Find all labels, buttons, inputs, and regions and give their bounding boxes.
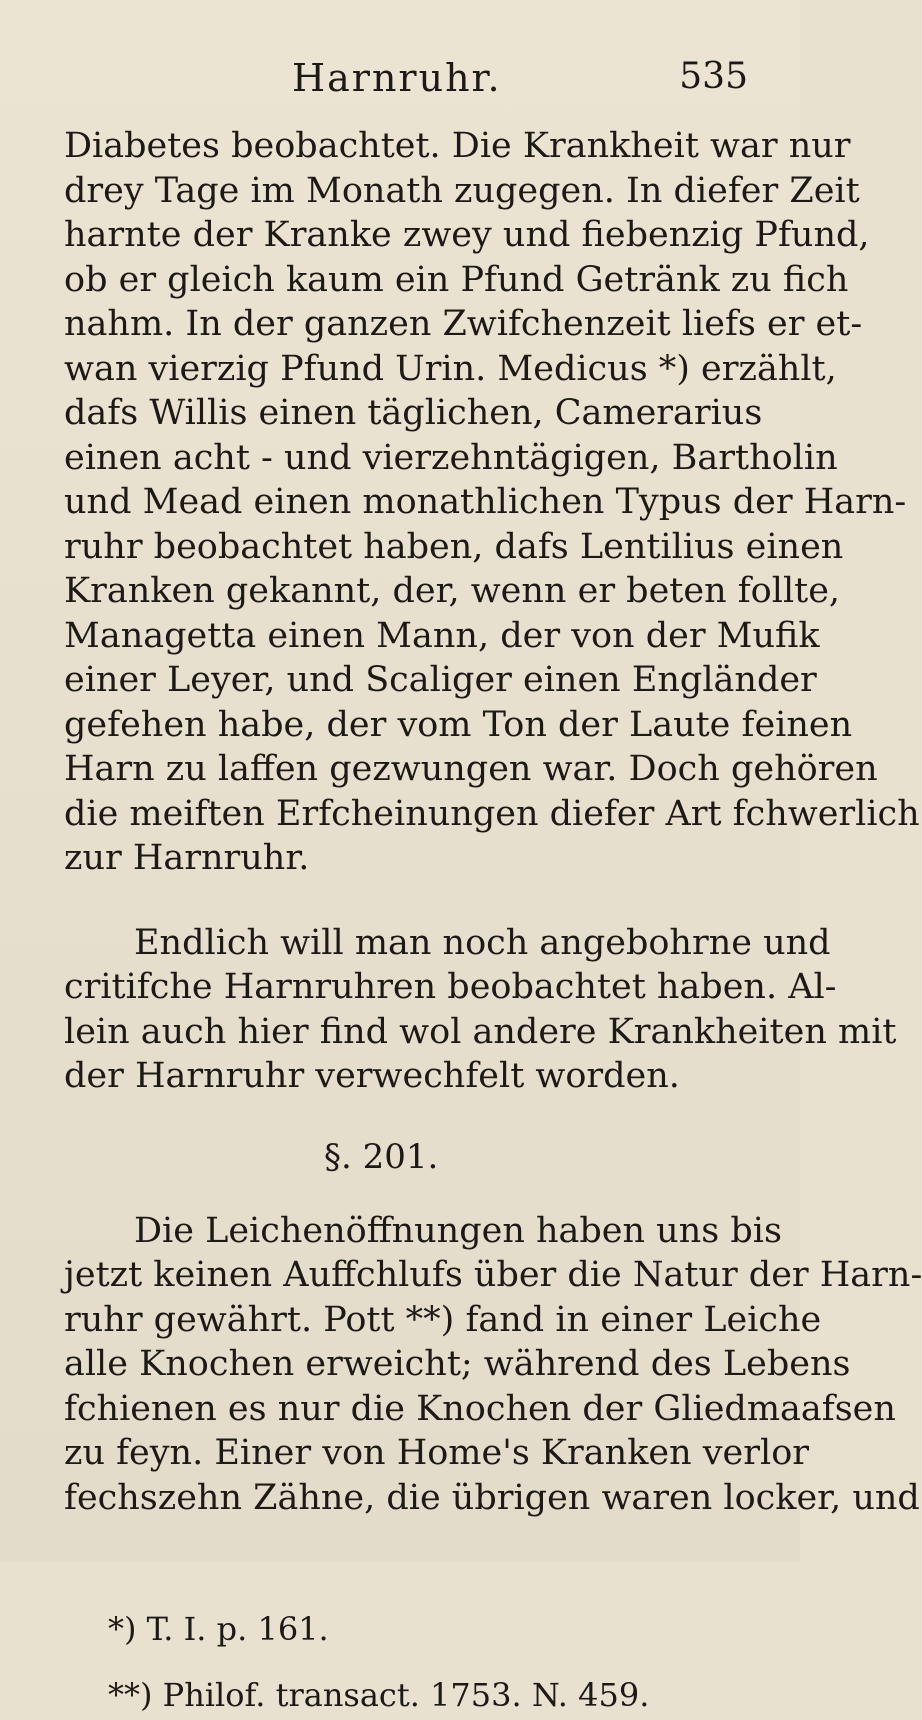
text-line: und Mead einen monathlichen Typus der Harn- bbox=[64, 482, 907, 522]
text-line: critifche Harnruhren beobachtet haben. Al- bbox=[64, 967, 837, 1007]
footnotes bbox=[64, 1604, 756, 1720]
text-line: einen acht - und vierzehntägigen, Bartholin bbox=[64, 437, 838, 478]
text-line: die meiften Erfcheinungen diefer Art fchwerlich bbox=[64, 793, 920, 834]
running-title: Harnruhr. bbox=[292, 56, 502, 100]
text-line: nahm. In der ganzen Zwifchenzeit liefs er et- bbox=[64, 304, 863, 344]
text-line: fechszehn Zähne, die übrigen waren locker, und bbox=[64, 1477, 920, 1518]
text-line: der Harnruhr verwechfelt worden. bbox=[64, 1056, 680, 1096]
text-line: ob er gleich kaum ein Pfund Getränk zu fich bbox=[64, 259, 849, 300]
text-line: Die Leichenöffnungen haben uns bis bbox=[134, 1210, 782, 1251]
text-line: gefehen habe, der vom Ton der Laute feinen bbox=[64, 704, 853, 745]
text-line: Managetta einen Mann, der von der Mufik bbox=[64, 615, 820, 656]
paragraph-2 bbox=[64, 921, 897, 1099]
text-line: harnte der Kranke zwey und fiebenzig Pfund, bbox=[64, 215, 870, 255]
page-number: 535 bbox=[679, 56, 748, 97]
text-line: einer Leyer, und Scaliger einen Engländer bbox=[64, 660, 817, 700]
text-line: zu feyn. Einer von Home's Kranken verlor bbox=[64, 1433, 809, 1473]
paragraph-3 bbox=[64, 1209, 922, 1521]
text-line: lein auch hier find wol andere Krankheiten mit bbox=[64, 1011, 897, 1052]
text-line: ruhr gewährt. Pott **) fand in einer Leiche bbox=[64, 1299, 822, 1340]
text-line: Harn zu laffen gezwungen war. Doch gehören bbox=[64, 749, 878, 789]
text-line: Kranken gekannt, der, wenn er beten follte, bbox=[64, 571, 841, 611]
text-line: wan vierzig Pfund Urin. Medicus *) erzählt, bbox=[64, 348, 837, 389]
text-line: dafs Willis einen täglichen, Camerarius bbox=[64, 393, 763, 433]
running-header bbox=[64, 56, 756, 104]
text-line: alle Knochen erweicht; während des Lebens bbox=[64, 1344, 851, 1384]
section-heading: §. 201. bbox=[324, 1136, 439, 1177]
footnote: **) Philof. transact. 1753. N. 459. bbox=[108, 1676, 650, 1714]
text-line: zur Harnruhr. bbox=[64, 838, 310, 878]
text-line: fchienen es nur die Knochen der Gliedmaafsen bbox=[64, 1388, 896, 1429]
paragraph-gap bbox=[64, 881, 756, 921]
paragraph-1 bbox=[64, 124, 920, 881]
text-line: drey Tage im Monath zugegen. In diefer Zeit bbox=[64, 170, 860, 211]
text-line: jetzt keinen Auffchlufs über die Natur der Harn- bbox=[64, 1255, 922, 1295]
text-line: ruhr beobachtet haben, dafs Lentilius einen bbox=[64, 526, 844, 567]
text-line: Endlich will man noch angebohrne und bbox=[134, 922, 831, 963]
footnote: *) T. I. p. 161. bbox=[108, 1610, 329, 1648]
text-line: Diabetes beobachtet. Die Krankheit war nur bbox=[64, 126, 851, 166]
